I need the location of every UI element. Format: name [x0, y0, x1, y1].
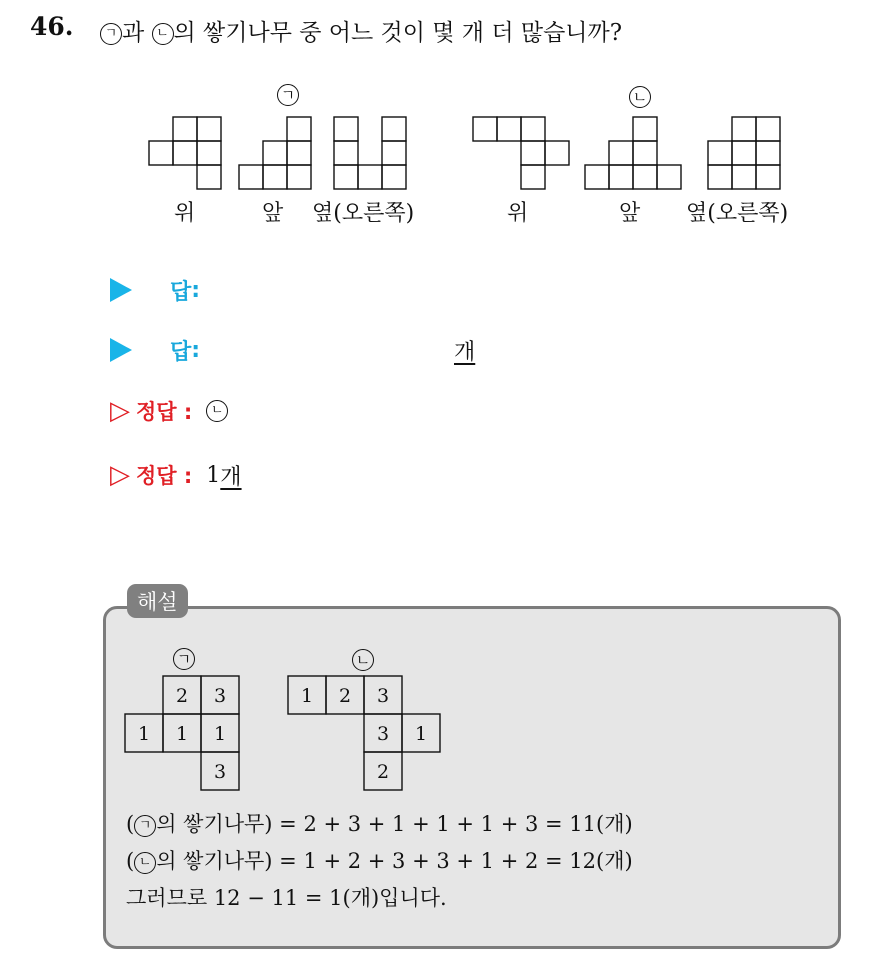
grid-b-cell-value: 2	[376, 761, 390, 783]
outline-triangle-icon: ▷	[110, 396, 130, 426]
grid-a-cell-value: 1	[213, 723, 227, 745]
grid-a-label: ㄱ	[173, 648, 195, 670]
grid-a-cell-value: 2	[175, 685, 189, 707]
grid-b-cell-value: 2	[338, 685, 352, 707]
figure-b-label: ㄴ	[629, 86, 651, 108]
correct-row-2: ▷ 정답 : 1 개	[110, 460, 242, 490]
answer-row-2: 답 : 개	[110, 334, 510, 366]
marker-a: ㄱ	[100, 23, 122, 45]
grid-b-cell-value: 1	[300, 685, 314, 707]
label-a-top: 위	[174, 201, 196, 226]
correct-row-1: ▷ 정답 : ㄴ	[110, 395, 228, 427]
label-b-side: 옆(오른쪽)	[686, 201, 789, 226]
grid-b-label: ㄴ	[352, 649, 374, 671]
grid-b-cell-value: 3	[376, 685, 390, 707]
grid-a-cell-value: 3	[213, 685, 227, 707]
grid-b-cell-value: 1	[414, 723, 428, 745]
marker-b: ㄴ	[152, 23, 174, 45]
question-number: 46.	[30, 12, 74, 41]
grid-a-cell-value: 3	[213, 761, 227, 783]
answer-unit: 개	[454, 339, 476, 365]
answer-row-1: 답 :	[110, 274, 200, 306]
explanation-line-1: ( ㄱ 의 쌓기나무) = 2 + 3 + 1 + 1 + 1 + 3 = 11(개)	[126, 812, 633, 836]
explanation-line-2: ( ㄴ 의 쌓기나무) = 1 + 2 + 3 + 3 + 1 + 2 = 12(개)	[126, 849, 633, 873]
grid-a-cell-value: 1	[175, 723, 189, 745]
label-a-side: 옆(오른쪽)	[312, 201, 415, 226]
question-text: ㄱ 과 ㄴ 의 쌓기나무 중 어느 것이 몇 개 더 많습니까?	[100, 14, 622, 47]
outline-triangle-icon: ▷	[110, 460, 130, 490]
label-b-front: 앞	[619, 201, 641, 226]
explanation-title: 해설	[127, 584, 188, 618]
explanation-line-3: 그러므로 12 − 11 = 1(개)입니다.	[126, 886, 447, 910]
figure-a-label: ㄱ	[277, 84, 299, 106]
grid-b-cell-value: 3	[376, 723, 390, 745]
label-b-top: 위	[507, 201, 529, 226]
grid-a-cell-value: 1	[137, 723, 151, 745]
label-a-front: 앞	[262, 201, 284, 226]
correct-answer-marker: ㄴ	[206, 400, 228, 422]
